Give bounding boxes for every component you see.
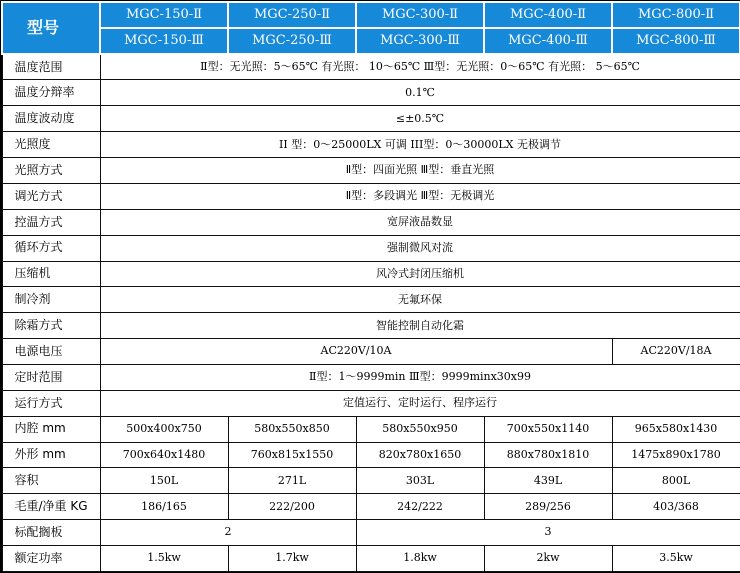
table-row-inner-cavity (2, 416, 740, 442)
row-value: 宽屏液晶数显 (100, 209, 740, 235)
row-label: 控温方式 (2, 209, 100, 235)
table-row-volume (2, 468, 740, 494)
row-value: 1.7kw (228, 545, 356, 571)
row-value: 150L (100, 468, 228, 494)
table-row-light-mode (2, 158, 740, 184)
table-row-compressor (2, 261, 740, 287)
row-value: Ⅱ型：多段调光 Ⅲ型：无极调光 (100, 183, 740, 209)
row-label: 温度范围 (2, 54, 100, 80)
table-row-timer-range (2, 364, 740, 390)
row-label: 调光方式 (2, 183, 100, 209)
row-label: 制冷剂 (2, 287, 100, 313)
row-label: 毛重/净重 KG (2, 494, 100, 520)
row-value: 222/200 (228, 494, 356, 520)
row-label: 除霜方式 (2, 313, 100, 339)
table-row-temp-resolution (2, 80, 740, 106)
spec-table (1, 1, 740, 572)
table-row-shelves (2, 520, 740, 546)
header-row-1 (2, 2, 740, 28)
row-label: 内腔 mm (2, 416, 100, 442)
row-value: 760x815x1550 (228, 442, 356, 468)
row-value: 303L (356, 468, 484, 494)
row-value: 风冷式封闭压缩机 (100, 261, 740, 287)
header-model-cell: MGC-250-Ⅱ (228, 2, 356, 28)
table-row-outer-size (2, 442, 740, 468)
row-value: 1475x890x1780 (612, 442, 740, 468)
header-model-cell: MGC-250-Ⅲ (228, 28, 356, 54)
header-row-2 (2, 28, 740, 54)
row-value: 965x580x1430 (612, 416, 740, 442)
row-value: 3.5kw (612, 545, 740, 571)
header-model-cell: MGC-150-Ⅲ (100, 28, 228, 54)
row-value: 700x640x1480 (100, 442, 228, 468)
row-value: 1.5kw (100, 545, 228, 571)
table-row-temp-fluctuation (2, 106, 740, 132)
row-value: 智能控制自动化霜 (100, 313, 740, 339)
row-value: Ⅱ型：1～9999min Ⅲ型：9999minx30x99 (100, 364, 740, 390)
row-label: 容积 (2, 468, 100, 494)
row-value: 1.8kw (356, 545, 484, 571)
row-value: 0.1℃ (100, 80, 740, 106)
table-row-weight (2, 494, 740, 520)
row-value: Ⅱ型：无光照：5～65℃ 有光照： 10～65℃ Ⅲ型：无光照：0～65℃ 有光照： 5～65℃ (100, 54, 740, 80)
row-value: AC220V/10A (100, 339, 612, 365)
row-value: 580x550x850 (228, 416, 356, 442)
row-label: 压缩机 (2, 261, 100, 287)
table-row-dimming-mode (2, 183, 740, 209)
table-row-illuminance (2, 132, 740, 158)
row-label: 标配搁板 (2, 520, 100, 546)
row-value: 580x550x950 (356, 416, 484, 442)
header-model-cell: MGC-150-Ⅱ (100, 2, 228, 28)
row-value: 820x780x1650 (356, 442, 484, 468)
header-model-cell: MGC-400-Ⅱ (484, 2, 612, 28)
table-row-temp-range (2, 54, 740, 80)
row-value: ≤±0.5℃ (100, 106, 740, 132)
row-label: 光照度 (2, 132, 100, 158)
header-model-cell: MGC-800-Ⅲ (612, 28, 740, 54)
row-value: 403/368 (612, 494, 740, 520)
row-value: 无氟环保 (100, 287, 740, 313)
row-value: 2 (100, 520, 356, 546)
row-value: Ⅱ型：四面光照 Ⅲ型：垂直光照 (100, 158, 740, 184)
row-value: 800L (612, 468, 740, 494)
row-value: 2kw (484, 545, 612, 571)
header-model-label: 型号 (2, 2, 100, 54)
header-model-cell: MGC-300-Ⅲ (356, 28, 484, 54)
row-value: 439L (484, 468, 612, 494)
table-row-refrigerant (2, 287, 740, 313)
row-value: 289/256 (484, 494, 612, 520)
row-label: 温度波动度 (2, 106, 100, 132)
row-value: 186/165 (100, 494, 228, 520)
table-row-defrost (2, 313, 740, 339)
row-value: 500x400x750 (100, 416, 228, 442)
row-label: 循环方式 (2, 235, 100, 261)
row-value: 3 (356, 520, 740, 546)
row-label: 电源电压 (2, 339, 100, 365)
table-row-temp-control (2, 209, 740, 235)
row-value: 700x550x1140 (484, 416, 612, 442)
row-value: 271L (228, 468, 356, 494)
row-label: 额定功率 (2, 545, 100, 571)
table-row-power-supply (2, 339, 740, 365)
row-label: 温度分辩率 (2, 80, 100, 106)
header-model-cell: MGC-300-Ⅱ (356, 2, 484, 28)
row-label: 光照方式 (2, 158, 100, 184)
row-label: 定时范围 (2, 364, 100, 390)
table-row-circulation (2, 235, 740, 261)
row-label: 外形 mm (2, 442, 100, 468)
row-value: 强制微风对流 (100, 235, 740, 261)
header-model-cell: MGC-400-Ⅲ (484, 28, 612, 54)
row-value: 880x780x1810 (484, 442, 612, 468)
header-model-cell: MGC-800-Ⅱ (612, 2, 740, 28)
row-value: II 型：0～25000LX 可调 III型：0～30000LX 无极调节 (100, 132, 740, 158)
table-row-run-mode (2, 390, 740, 416)
row-value: AC220V/18A (612, 339, 740, 365)
row-value: 242/222 (356, 494, 484, 520)
row-label: 运行方式 (2, 390, 100, 416)
table-row-rated-power (2, 545, 740, 571)
row-value: 定值运行、定时运行、程序运行 (100, 390, 740, 416)
